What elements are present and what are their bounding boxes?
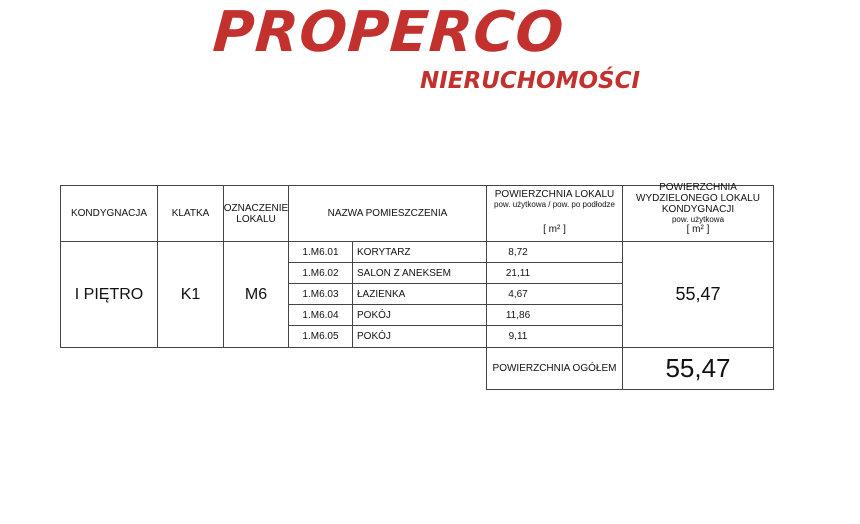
header-nazwa: NAZWA POMIESZCZENIA [327,208,448,219]
header-pow-wydz-title: POWIERZCHNIA WYDZIELONEGO LOKALU KONDYGNACJI [636,182,760,215]
header-pow-lokalu [487,188,622,210]
header-pow-lokalu-unit: [ m² ] [543,223,566,235]
klatka-value: K1 [180,286,201,303]
room-code: 1.M6.04 [302,309,339,321]
room-name: KORYTARZ [357,246,411,258]
room-area: 21,11 [505,267,531,279]
room-area: 4,67 [508,288,528,300]
room-code: 1.M6.01 [302,246,339,258]
logo-tagline: NIERUCHOMOŚCI [420,68,641,94]
total-label: POWIERZCHNIA OGÓŁEM [492,363,617,374]
room-code: 1.M6.05 [302,331,339,342]
header-pow-lokalu-sub: pow. użytkowa / pow. po podłodze [494,200,615,209]
header-oznaczenie: OZNACZENIE LOKALU [223,202,289,225]
total-area-value: 55,47 [665,353,731,383]
total-bottom-border [486,389,774,390]
header-pow-wydz-unit: [ m² ] [686,223,710,235]
header-kondygnacja: KONDYGNACJA [70,208,148,219]
room-area: 8,72 [508,246,528,258]
room-name: ŁAZIENKA [357,288,406,300]
room-name: SALON Z ANEKSEM [357,267,451,279]
room-name: POKÓJ [357,331,391,342]
header-pow-wydz-sub: pow. użytkowa [671,215,725,224]
kondygnacja-value: I PIĘTRO [74,286,144,303]
table-border-right [773,185,774,390]
header-pow-wydz [623,182,773,224]
room-area: 9,11 [508,331,528,342]
oznaczenie-value: M6 [244,286,268,303]
room-code: 1.M6.03 [302,288,339,300]
header-klatka: KLATKA [171,208,210,219]
room-name: POKÓJ [357,309,391,321]
room-area: 11,86 [505,309,531,321]
wydzielony-area-value: 55,47 [675,284,721,304]
header-pow-lokalu-title: POWIERZCHNIA LOKALU [494,189,615,200]
room-code: 1.M6.02 [302,267,339,279]
logo-brand: PROPERCO [210,0,567,65]
